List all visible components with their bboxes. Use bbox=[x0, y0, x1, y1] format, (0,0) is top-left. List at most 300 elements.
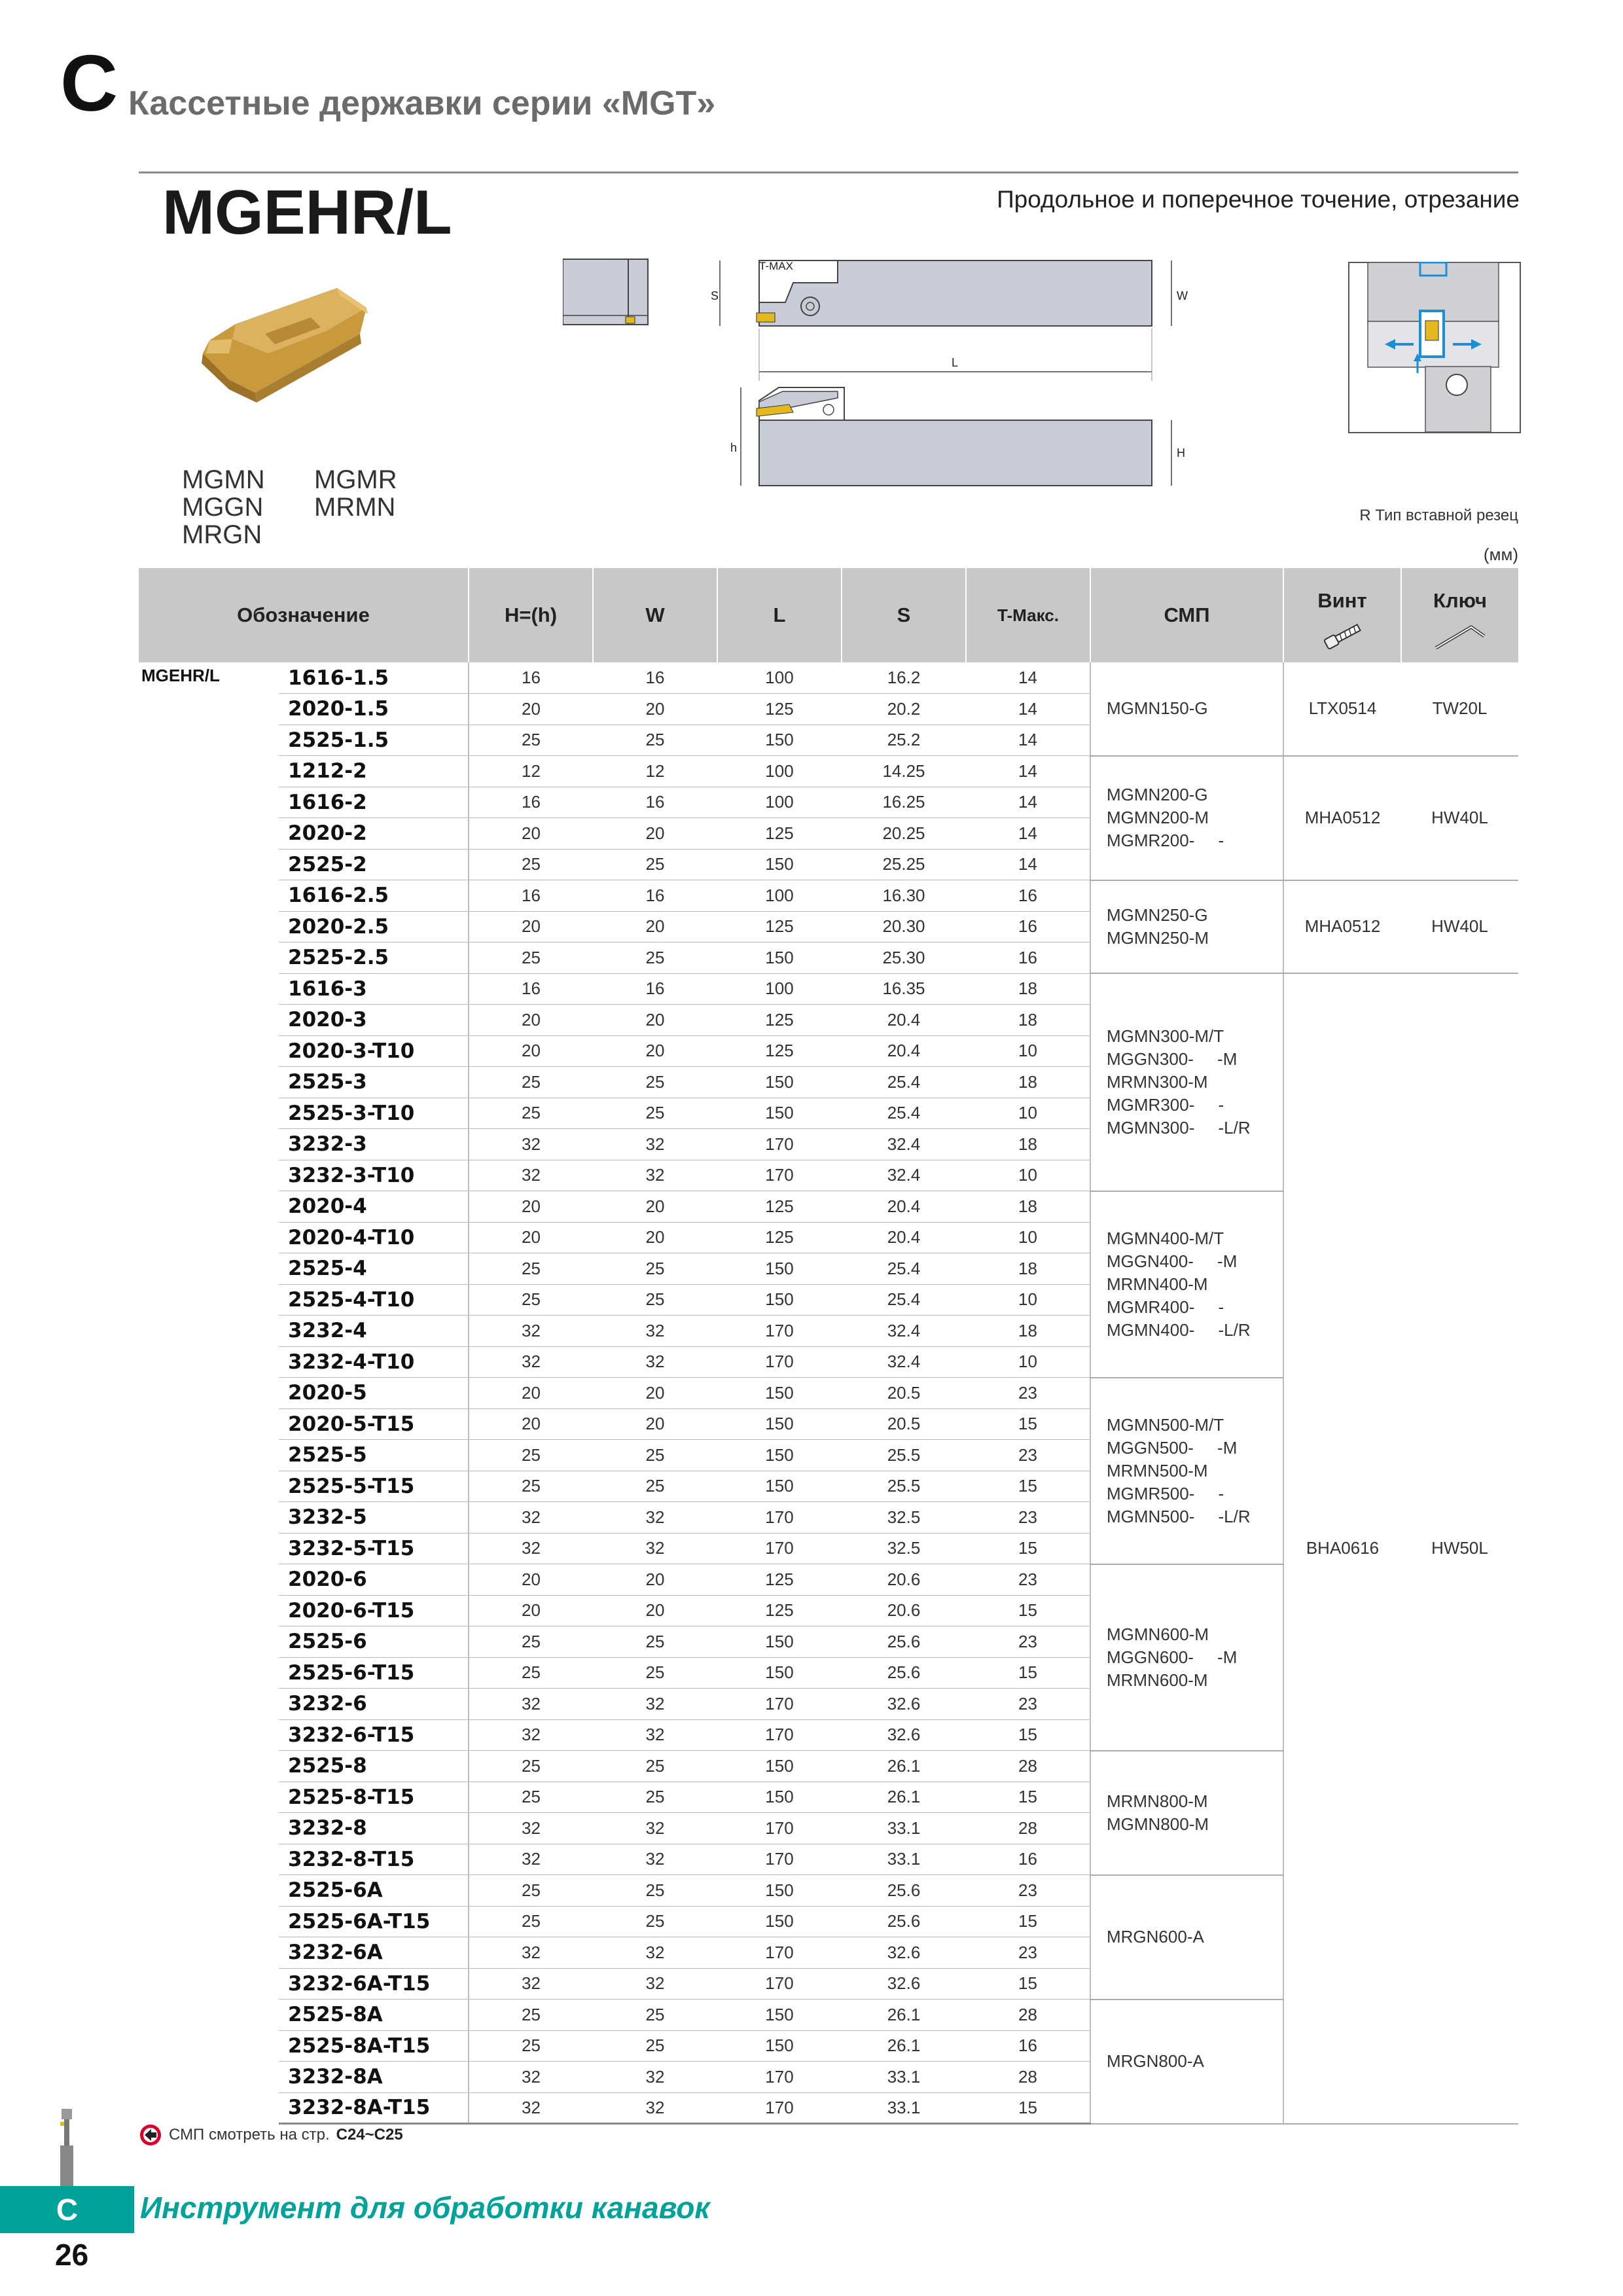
s-cell: 25.6 bbox=[842, 1875, 966, 1907]
l-cell: 150 bbox=[717, 2000, 842, 2031]
l-cell: 170 bbox=[717, 2092, 842, 2124]
tmax-cell: 14 bbox=[966, 725, 1090, 756]
key-cell: TW20L bbox=[1401, 662, 1518, 756]
w-cell: 16 bbox=[593, 880, 717, 912]
h-cell: 16 bbox=[469, 662, 593, 694]
tmax-cell: 15 bbox=[966, 1471, 1090, 1502]
l-cell: 150 bbox=[717, 942, 842, 974]
s-cell: 25.6 bbox=[842, 1906, 966, 1937]
s-cell: 26.1 bbox=[842, 2030, 966, 2062]
w-cell: 20 bbox=[593, 911, 717, 942]
l-cell: 125 bbox=[717, 694, 842, 725]
h-cell: 20 bbox=[469, 1035, 593, 1067]
tmax-cell: 15 bbox=[966, 1782, 1090, 1813]
tmax-cell: 18 bbox=[966, 1067, 1090, 1098]
s-cell: 25.5 bbox=[842, 1440, 966, 1471]
designation-cell: 1616-2 bbox=[279, 787, 469, 818]
screw-cell: MHA0512 bbox=[1283, 756, 1401, 880]
w-cell: 25 bbox=[593, 1253, 717, 1285]
tmax-cell: 14 bbox=[966, 818, 1090, 850]
s-cell: 25.5 bbox=[842, 1471, 966, 1502]
designation-cell: 2020-3-T10 bbox=[279, 1035, 469, 1067]
tmax-cell: 16 bbox=[966, 942, 1090, 974]
l-cell: 170 bbox=[717, 1346, 842, 1378]
smp-cell: MGMN500-M/T MGGN500- -M MRMN500-M MGMR500- - MGMN500- -L/R bbox=[1090, 1378, 1283, 1564]
col-header-tmax: T-Макс. bbox=[966, 568, 1090, 662]
l-cell: 170 bbox=[717, 1844, 842, 1875]
designation-cell: 3232-3-T10 bbox=[279, 1160, 469, 1191]
s-cell: 20.6 bbox=[842, 1564, 966, 1596]
w-cell: 25 bbox=[593, 1284, 717, 1316]
h-cell: 25 bbox=[469, 1906, 593, 1937]
tmax-cell: 18 bbox=[966, 1316, 1090, 1347]
s-cell: 32.4 bbox=[842, 1129, 966, 1160]
designation-cell: 2020-4 bbox=[279, 1191, 469, 1223]
l-cell: 100 bbox=[717, 787, 842, 818]
h-cell: 20 bbox=[469, 1408, 593, 1440]
holder-spec-table bbox=[139, 568, 1518, 2125]
s-cell: 25.4 bbox=[842, 1253, 966, 1285]
w-cell: 16 bbox=[593, 662, 717, 694]
s-cell: 20.4 bbox=[842, 1222, 966, 1253]
col-header-w: W bbox=[593, 568, 717, 662]
table-row bbox=[139, 756, 1518, 787]
w-cell: 25 bbox=[593, 1782, 717, 1813]
s-cell: 16.30 bbox=[842, 880, 966, 912]
l-cell: 100 bbox=[717, 880, 842, 912]
dim-w-label: W bbox=[1177, 289, 1188, 302]
s-cell: 32.4 bbox=[842, 1316, 966, 1347]
tmax-cell: 23 bbox=[966, 1440, 1090, 1471]
s-cell: 20.5 bbox=[842, 1378, 966, 1409]
h-cell: 25 bbox=[469, 1657, 593, 1689]
h-cell: 20 bbox=[469, 1191, 593, 1223]
w-cell: 25 bbox=[593, 1471, 717, 1502]
designation-cell: 3232-8A-T15 bbox=[279, 2092, 469, 2124]
s-cell: 25.30 bbox=[842, 942, 966, 974]
l-cell: 150 bbox=[717, 1408, 842, 1440]
s-cell: 32.4 bbox=[842, 1346, 966, 1378]
tmax-cell: 15 bbox=[966, 1968, 1090, 2000]
l-cell: 150 bbox=[717, 1067, 842, 1098]
s-cell: 32.5 bbox=[842, 1533, 966, 1564]
col-header-h: H=(h) bbox=[469, 568, 593, 662]
designation-cell: 2525-4-T10 bbox=[279, 1284, 469, 1316]
s-cell: 20.5 bbox=[842, 1408, 966, 1440]
h-cell: 20 bbox=[469, 1564, 593, 1596]
w-cell: 32 bbox=[593, 1502, 717, 1534]
l-cell: 100 bbox=[717, 973, 842, 1005]
l-cell: 150 bbox=[717, 725, 842, 756]
dim-h-label: h bbox=[730, 441, 738, 454]
smp-cell: MGMN150-G bbox=[1090, 662, 1283, 756]
tmax-cell: 10 bbox=[966, 1284, 1090, 1316]
s-cell: 33.1 bbox=[842, 2092, 966, 2124]
w-cell: 16 bbox=[593, 973, 717, 1005]
h-cell: 25 bbox=[469, 1471, 593, 1502]
w-cell: 25 bbox=[593, 1751, 717, 1782]
l-cell: 125 bbox=[717, 818, 842, 850]
designation-cell: 3232-5 bbox=[279, 1502, 469, 1534]
smp-cell: MGMN400-M/T MGGN400- -M MRMN400-M MGMR400- - MGMN400- -L/R bbox=[1090, 1191, 1283, 1378]
s-cell: 20.4 bbox=[842, 1005, 966, 1036]
smp-cell: MRGN600-A bbox=[1090, 1875, 1283, 2000]
designation-cell: 3232-3 bbox=[279, 1129, 469, 1160]
w-cell: 25 bbox=[593, 725, 717, 756]
page-number: 26 bbox=[55, 2238, 89, 2272]
l-cell: 150 bbox=[717, 1440, 842, 1471]
screw-cell: MHA0512 bbox=[1283, 880, 1401, 974]
w-cell: 32 bbox=[593, 1968, 717, 2000]
insert-code: MGGN bbox=[182, 493, 264, 522]
l-cell: 170 bbox=[717, 1689, 842, 1720]
h-cell: 25 bbox=[469, 1626, 593, 1658]
s-cell: 20.6 bbox=[842, 1595, 966, 1626]
h-cell: 20 bbox=[469, 911, 593, 942]
l-cell: 100 bbox=[717, 756, 842, 787]
h-cell: 32 bbox=[469, 1813, 593, 1844]
key-header-icon-cell bbox=[1401, 615, 1518, 662]
h-cell: 20 bbox=[469, 1378, 593, 1409]
s-cell: 20.4 bbox=[842, 1191, 966, 1223]
h-cell: 32 bbox=[469, 1160, 593, 1191]
w-cell: 25 bbox=[593, 1440, 717, 1471]
h-cell: 25 bbox=[469, 1067, 593, 1098]
l-cell: 170 bbox=[717, 1813, 842, 1844]
h-cell: 16 bbox=[469, 787, 593, 818]
l-cell: 150 bbox=[717, 1253, 842, 1285]
insert-code: MGMR bbox=[314, 465, 397, 494]
l-cell: 170 bbox=[717, 1719, 842, 1751]
designation-cell: 3232-5-T15 bbox=[279, 1533, 469, 1564]
w-cell: 20 bbox=[593, 1035, 717, 1067]
smp-cell: MGMN300-M/T MGGN300- -M MRMN300-M MGMR300- - MGMN300- -L/R bbox=[1090, 973, 1283, 1191]
insert-code: MRGN bbox=[182, 520, 262, 549]
h-cell: 20 bbox=[469, 1595, 593, 1626]
holder-dimension-drawing bbox=[563, 257, 1217, 499]
l-cell: 150 bbox=[717, 2030, 842, 2062]
dim-s-label: S bbox=[711, 289, 719, 302]
screw-cell: BHA0616 bbox=[1283, 973, 1401, 2124]
s-cell: 16.25 bbox=[842, 787, 966, 818]
dim-tmax-label: T-MAX bbox=[759, 260, 793, 272]
w-cell: 32 bbox=[593, 1346, 717, 1378]
l-cell: 150 bbox=[717, 1378, 842, 1409]
l-cell: 170 bbox=[717, 1502, 842, 1534]
l-cell: 170 bbox=[717, 1533, 842, 1564]
l-cell: 150 bbox=[717, 1098, 842, 1129]
tmax-cell: 23 bbox=[966, 1689, 1090, 1720]
w-cell: 25 bbox=[593, 1098, 717, 1129]
unit-label: (мм) bbox=[1483, 545, 1518, 564]
tmax-cell: 23 bbox=[966, 1626, 1090, 1658]
s-cell: 33.1 bbox=[842, 2062, 966, 2093]
tmax-cell: 15 bbox=[966, 1595, 1090, 1626]
h-cell: 25 bbox=[469, 1875, 593, 1907]
l-cell: 150 bbox=[717, 1751, 842, 1782]
h-cell: 20 bbox=[469, 1222, 593, 1253]
l-cell: 150 bbox=[717, 1284, 842, 1316]
designation-cell: 2525-1.5 bbox=[279, 725, 469, 756]
table-row bbox=[139, 973, 1518, 1005]
l-cell: 170 bbox=[717, 1937, 842, 1969]
smp-cell: MGMN250-G MGMN250-M bbox=[1090, 880, 1283, 974]
h-cell: 20 bbox=[469, 694, 593, 725]
s-cell: 16.35 bbox=[842, 973, 966, 1005]
r-type-note: R Тип вставной резец bbox=[1359, 507, 1518, 524]
s-cell: 25.6 bbox=[842, 1657, 966, 1689]
tmax-cell: 14 bbox=[966, 662, 1090, 694]
tmax-cell: 23 bbox=[966, 1937, 1090, 1969]
h-cell: 32 bbox=[469, 1937, 593, 1969]
h-cell: 25 bbox=[469, 942, 593, 974]
h-cell: 32 bbox=[469, 1346, 593, 1378]
h-cell: 25 bbox=[469, 1098, 593, 1129]
w-cell: 20 bbox=[593, 818, 717, 850]
tmax-cell: 18 bbox=[966, 1129, 1090, 1160]
w-cell: 20 bbox=[593, 1005, 717, 1036]
s-cell: 20.25 bbox=[842, 818, 966, 850]
h-cell: 32 bbox=[469, 1968, 593, 2000]
designation-cell: 2020-5 bbox=[279, 1378, 469, 1409]
designation-cell: 1212-2 bbox=[279, 756, 469, 787]
s-cell: 33.1 bbox=[842, 1844, 966, 1875]
designation-cell: 2525-8A bbox=[279, 2000, 469, 2031]
w-cell: 20 bbox=[593, 1408, 717, 1440]
w-cell: 32 bbox=[593, 1533, 717, 1564]
s-cell: 25.4 bbox=[842, 1067, 966, 1098]
l-cell: 125 bbox=[717, 1595, 842, 1626]
designation-cell: 2525-3 bbox=[279, 1067, 469, 1098]
designation-cell: 2020-5-T15 bbox=[279, 1408, 469, 1440]
w-cell: 32 bbox=[593, 1719, 717, 1751]
dim-H-label: H bbox=[1177, 446, 1185, 459]
l-cell: 125 bbox=[717, 1035, 842, 1067]
section-tab bbox=[0, 2186, 134, 2233]
designation-cell: 2020-1.5 bbox=[279, 694, 469, 725]
designation-cell: 2525-4 bbox=[279, 1253, 469, 1285]
designation-cell: 3232-6A bbox=[279, 1937, 469, 1969]
w-cell: 20 bbox=[593, 1564, 717, 1596]
tmax-cell: 23 bbox=[966, 1378, 1090, 1409]
h-cell: 32 bbox=[469, 1129, 593, 1160]
l-cell: 150 bbox=[717, 849, 842, 880]
tmax-cell: 23 bbox=[966, 1502, 1090, 1534]
key-cell: HW50L bbox=[1401, 973, 1518, 2124]
tmax-cell: 15 bbox=[966, 1657, 1090, 1689]
h-cell: 32 bbox=[469, 1689, 593, 1720]
tmax-cell: 10 bbox=[966, 1160, 1090, 1191]
designation-cell: 2525-6 bbox=[279, 1626, 469, 1658]
table-row bbox=[139, 662, 1518, 694]
l-cell: 150 bbox=[717, 1657, 842, 1689]
h-cell: 32 bbox=[469, 1502, 593, 1534]
arrow-circle-icon bbox=[139, 2123, 162, 2147]
h-cell: 25 bbox=[469, 1253, 593, 1285]
s-cell: 32.5 bbox=[842, 1502, 966, 1534]
w-cell: 25 bbox=[593, 1906, 717, 1937]
tmax-cell: 23 bbox=[966, 1875, 1090, 1907]
smp-cell: MGMN600-M MGGN600- -M MRMN600-M bbox=[1090, 1564, 1283, 1751]
hex-key-icon bbox=[1431, 619, 1489, 652]
w-cell: 32 bbox=[593, 1813, 717, 1844]
h-cell: 32 bbox=[469, 1533, 593, 1564]
s-cell: 16.2 bbox=[842, 662, 966, 694]
tmax-cell: 15 bbox=[966, 2092, 1090, 2124]
h-cell: 12 bbox=[469, 756, 593, 787]
h-cell: 32 bbox=[469, 2092, 593, 2124]
l-cell: 170 bbox=[717, 1316, 842, 1347]
w-cell: 20 bbox=[593, 1222, 717, 1253]
designation-cell: 2525-6-T15 bbox=[279, 1657, 469, 1689]
l-cell: 170 bbox=[717, 1129, 842, 1160]
h-cell: 25 bbox=[469, 1284, 593, 1316]
designation-cell: 1616-3 bbox=[279, 973, 469, 1005]
tmax-cell: 15 bbox=[966, 1533, 1090, 1564]
insert-code: MRMN bbox=[314, 493, 396, 522]
l-cell: 170 bbox=[717, 1160, 842, 1191]
section-title: Кассетные державки серии «MGT» bbox=[128, 84, 716, 122]
designation-cell: 2525-6A-T15 bbox=[279, 1906, 469, 1937]
w-cell: 32 bbox=[593, 1844, 717, 1875]
designation-cell: 2020-2.5 bbox=[279, 911, 469, 942]
spec-table-body bbox=[139, 662, 1518, 2124]
h-cell: 25 bbox=[469, 1782, 593, 1813]
tmax-cell: 16 bbox=[966, 1844, 1090, 1875]
s-cell: 32.6 bbox=[842, 1689, 966, 1720]
s-cell: 25.4 bbox=[842, 1284, 966, 1316]
s-cell: 32.4 bbox=[842, 1160, 966, 1191]
w-cell: 25 bbox=[593, 2000, 717, 2031]
h-cell: 20 bbox=[469, 818, 593, 850]
w-cell: 25 bbox=[593, 1875, 717, 1907]
s-cell: 25.6 bbox=[842, 1626, 966, 1658]
tmax-cell: 18 bbox=[966, 1191, 1090, 1223]
designation-cell: 2525-5-T15 bbox=[279, 1471, 469, 1502]
key-cell: HW40L bbox=[1401, 756, 1518, 880]
l-cell: 125 bbox=[717, 1005, 842, 1036]
h-cell: 25 bbox=[469, 2030, 593, 2062]
designation-cell: 3232-8 bbox=[279, 1813, 469, 1844]
tmax-cell: 10 bbox=[966, 1098, 1090, 1129]
w-cell: 20 bbox=[593, 1191, 717, 1223]
tmax-cell: 10 bbox=[966, 1346, 1090, 1378]
tmax-cell: 18 bbox=[966, 1005, 1090, 1036]
designation-cell: 3232-6A-T15 bbox=[279, 1968, 469, 2000]
tmax-cell: 14 bbox=[966, 849, 1090, 880]
col-header-key: Ключ bbox=[1401, 568, 1518, 615]
designation-cell: 3232-8A bbox=[279, 2062, 469, 2093]
tmax-cell: 16 bbox=[966, 2030, 1090, 2062]
l-cell: 150 bbox=[717, 1875, 842, 1907]
w-cell: 32 bbox=[593, 2092, 717, 2124]
s-cell: 32.6 bbox=[842, 1719, 966, 1751]
w-cell: 20 bbox=[593, 1595, 717, 1626]
h-cell: 20 bbox=[469, 1005, 593, 1036]
col-header-designation: Обозначение bbox=[139, 568, 469, 662]
series-label: MGEHR/L bbox=[141, 666, 220, 685]
note-text: СМП смотреть на стр. bbox=[169, 2126, 330, 2144]
w-cell: 25 bbox=[593, 849, 717, 880]
designation-cell: 2020-2 bbox=[279, 818, 469, 850]
note-pages: C24~C25 bbox=[336, 2126, 403, 2144]
designation-cell: 3232-6-T15 bbox=[279, 1719, 469, 1751]
h-cell: 32 bbox=[469, 2062, 593, 2093]
w-cell: 12 bbox=[593, 756, 717, 787]
w-cell: 20 bbox=[593, 694, 717, 725]
col-header-screw: Винт bbox=[1283, 568, 1401, 615]
designation-cell: 2525-5 bbox=[279, 1440, 469, 1471]
tmax-cell: 23 bbox=[966, 1564, 1090, 1596]
section-tab-letter: C bbox=[56, 2193, 79, 2227]
l-cell: 125 bbox=[717, 1222, 842, 1253]
h-cell: 16 bbox=[469, 973, 593, 1005]
screw-icon bbox=[1316, 619, 1368, 652]
grooving-operation-icon bbox=[1348, 262, 1521, 433]
designation-cell: 3232-4 bbox=[279, 1316, 469, 1347]
designation-cell: 2020-4-T10 bbox=[279, 1222, 469, 1253]
l-cell: 170 bbox=[717, 2062, 842, 2093]
s-cell: 32.6 bbox=[842, 1937, 966, 1969]
designation-cell: 2525-8-T15 bbox=[279, 1782, 469, 1813]
w-cell: 25 bbox=[593, 1067, 717, 1098]
designation-cell: 3232-8-T15 bbox=[279, 1844, 469, 1875]
footer-section-title: Инструмент для обработки канавок bbox=[140, 2191, 710, 2225]
tmax-cell: 28 bbox=[966, 1751, 1090, 1782]
smp-cell: MRMN800-M MGMN800-M bbox=[1090, 1751, 1283, 1875]
section-letter: C bbox=[60, 39, 118, 128]
l-cell: 150 bbox=[717, 1626, 842, 1658]
w-cell: 25 bbox=[593, 1626, 717, 1658]
s-cell: 25.4 bbox=[842, 1098, 966, 1129]
table-row bbox=[139, 880, 1518, 912]
designation-cell: 3232-6 bbox=[279, 1689, 469, 1720]
l-cell: 150 bbox=[717, 1471, 842, 1502]
l-cell: 100 bbox=[717, 662, 842, 694]
s-cell: 25.25 bbox=[842, 849, 966, 880]
h-cell: 25 bbox=[469, 2000, 593, 2031]
w-cell: 16 bbox=[593, 787, 717, 818]
h-cell: 25 bbox=[469, 1751, 593, 1782]
operation-subtitle: Продольное и поперечное точение, отрезание bbox=[997, 186, 1520, 213]
col-header-s: S bbox=[842, 568, 966, 662]
tmax-cell: 28 bbox=[966, 1813, 1090, 1844]
h-cell: 16 bbox=[469, 880, 593, 912]
s-cell: 20.2 bbox=[842, 694, 966, 725]
tmax-cell: 14 bbox=[966, 787, 1090, 818]
l-cell: 125 bbox=[717, 1564, 842, 1596]
designation-cell: 1616-2.5 bbox=[279, 880, 469, 912]
designation-cell: 2020-3 bbox=[279, 1005, 469, 1036]
smp-cell: MGMN200-G MGMN200-M MGMR200- - bbox=[1090, 756, 1283, 880]
dim-l-label: L bbox=[952, 356, 959, 369]
s-cell: 26.1 bbox=[842, 1751, 966, 1782]
w-cell: 32 bbox=[593, 1129, 717, 1160]
s-cell: 20.4 bbox=[842, 1035, 966, 1067]
tmax-cell: 15 bbox=[966, 1906, 1090, 1937]
key-cell: HW40L bbox=[1401, 880, 1518, 974]
w-cell: 20 bbox=[593, 1378, 717, 1409]
s-cell: 26.1 bbox=[842, 1782, 966, 1813]
h-cell: 32 bbox=[469, 1844, 593, 1875]
designation-cell: 2525-8 bbox=[279, 1751, 469, 1782]
s-cell: 20.30 bbox=[842, 911, 966, 942]
designation-cell: 2525-6A bbox=[279, 1875, 469, 1907]
grooving-tool-icon bbox=[55, 2109, 79, 2194]
w-cell: 32 bbox=[593, 1160, 717, 1191]
w-cell: 32 bbox=[593, 1689, 717, 1720]
s-cell: 25.2 bbox=[842, 725, 966, 756]
